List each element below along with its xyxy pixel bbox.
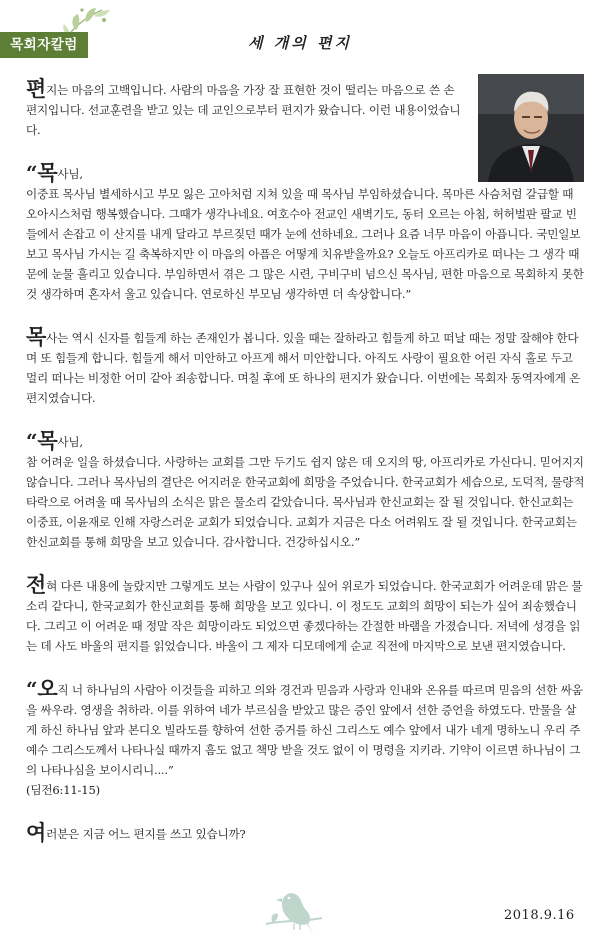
publication-date: 2018.9.16: [504, 908, 575, 923]
salutation: 사님,: [57, 435, 83, 449]
paragraph-closing: [26, 822, 586, 844]
scripture-citation: (딤전6:11-15): [26, 783, 100, 797]
drop-initial: 편: [26, 76, 47, 101]
paragraph-text: 사는 역시 신자를 힘들게 하는 존재인가 봅니다. 있을 때는 잘하라고 힘들게 하고 떠날 때는 정말 잘해야 한다며 또 힘들게 합니다. 힘들게 해서 미안하고 아프게 해서 미안합니다. 아직도 사랑이 필요한 어린 자식 홀로 두고 멀리 떠나는 비정한 어미 같아 죄송합니다. 며칠 후에 또 하나의 편지가 왔습니다. 이번에는 목회자 동역자에게 온 편지였습니다.: [26, 331, 581, 405]
drop-initial: 여: [26, 820, 47, 845]
drop-initial: 목: [37, 160, 58, 185]
bird-on-branch-icon: [262, 884, 326, 940]
paragraph-text: 혀 다른 내용에 놀랐지만 그렇게도 보는 사람이 있구나 싶어 위로가 되었습니다. 한국교회가 어려운데 맑은 물소리 같다니, 한국교회가 한신교회를 통해 희망을 보고 있다니. 이 정도도 교회의 희망이 되는가 싶어 죄송했습니다. 그리고 이 어려운 때 정말 작은 희망이라도 되었으면 좋겠다하는 간절한 바램을 가졌습니다. 저녁에 성경을 읽는 데 사도 바울의 편지를 읽었습니다. 바울이 그 제자 디모데에게 순교 직전에 마지막으로 보낸 편지였습니다.: [26, 579, 583, 653]
paragraph-text: 참 어려운 일을 하셨습니다. 사랑하는 교회를 그만 두기도 쉽지 않은 데 오지의 땅, 아프리카로 가신다니. 믿어지지 않습니다. 그러나 목사님의 결단은 어지러운 한국교회에 희망을 주었습니다. 한국교회가 세습으로, 도덕적, 물량적 타락으로 어려울 때 목사님의 소식은 맑은 물소리 같았습니다. 목사님과 한신교회는 잘 될 것입니다. 한신교회는 이중표, 이윤재로 인해 자랑스러운 교회가 되었습니다. 교회가 지금은 다소 어려워도 잘 될 것입니다. 한국교회는 한신교회를 통해 희망을 보고 있습니다. 감사합니다. 건강하십시오.”: [26, 455, 585, 549]
drop-initial: 목: [37, 428, 58, 453]
paragraph-text: 이중표 목사님 별세하시고 부모 잃은 고아처럼 지쳐 있을 때 목사님 부임하셨습니다. 목마른 사슴처럼 갈급할 때 오아시스처럼 행복했습니다. 그때가 생각나네요. 여호수아 전교인 새벽기도, 동터 오르는 아침, 허허벌판 팔교 빈들에서 손잡고 이 산지를 내게 달라고 부르짖던 때가 눈에 선하네요. 그러나 요즘 너무 마음이 아픕니다. 국민일보 보고 목사님 가시는 길 축복하지만 이 마음의 아픔은 어떻게 치유받을까요? 오늘도 아프리카로 떠나는 그 생각 때문에 눈물 흘리고 있습니다. 부임하면서 겪은 그 많은 시련, 구비구비 넘으신 목사님, 편한 마음으로 목회하지 못한 것 생각하며 혼자서 울고 있습니다. 연로하신 부모님 생각하면 더 속상합니다.”: [26, 187, 584, 301]
column-tag: 목회자칼럼: [0, 32, 88, 58]
paragraph-text: 직 너 하나님의 사람아 이것들을 피하고 의와 경건과 믿음과 사랑과 인내와 온유를 따르며 믿음의 선한 싸움을 싸우라. 영생을 취하라. 이를 위하여 네가 부르심을 받았고 많은 증인 앞에서 선한 증언을 하였도다. 만물을 살게 하신 하나님 앞과 본디오 빌라도를 향하여 선한 증거를 하신 그리스도 예수 앞에서 내가 네게 명하노니 우리 주 예수 그리스도께서 나타나실 때까지 흠도 없고 책망 받을 것도 없이 이 명령을 지키라. 기약이 이르면 하나님이 그의 나타나심을 보이시리니....”: [26, 683, 583, 777]
paragraph-text: 러분은 지금 어느 편지를 쓰고 있습니까?: [46, 827, 246, 841]
scripture-quote: [26, 678, 586, 800]
paragraph-intro: [26, 78, 468, 140]
paragraph-reflection: [26, 326, 586, 408]
open-quote: “: [26, 429, 38, 453]
drop-initial: 목: [26, 324, 47, 349]
page-title: 세 개의 편지: [248, 34, 352, 52]
open-quote: “: [26, 161, 38, 185]
open-quote: “: [26, 677, 38, 701]
column-body: [26, 78, 586, 860]
salutation: 사님,: [57, 167, 83, 181]
drop-initial: 오: [37, 676, 58, 701]
letter-two: [26, 430, 586, 552]
paragraph-response: [26, 574, 586, 656]
paragraph-text: 지는 마음의 고백입니다. 사람의 마음을 가장 잘 표현한 것이 떨리는 마음으로 쓴 손 편지입니다. 선교훈련을 받고 있는 데 교인으로부터 편지가 왔습니다. 이런 내용이었습니다.: [26, 83, 461, 137]
drop-initial: 전: [26, 572, 47, 597]
letter-one: [26, 162, 586, 304]
